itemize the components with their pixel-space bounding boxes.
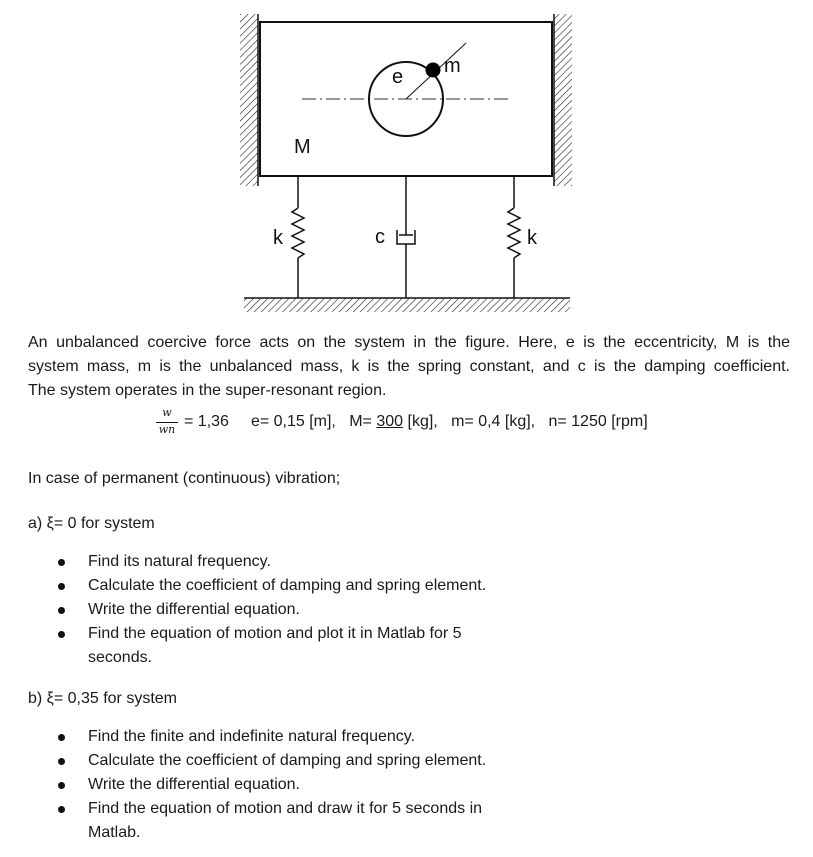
list-item: Calculate the coefficient of damping and spring element. bbox=[58, 749, 528, 773]
label-m: m bbox=[444, 55, 461, 77]
list-item: Write the differential equation. bbox=[58, 598, 528, 622]
left-wall bbox=[240, 14, 258, 186]
ratio-numerator: w bbox=[162, 406, 172, 419]
spring-right bbox=[508, 176, 520, 298]
label-M: M bbox=[294, 136, 311, 158]
label-e: e bbox=[392, 66, 404, 88]
intro-line-3: The system operates in the super-resonant region. bbox=[28, 382, 387, 399]
speed-value: n= 1250 [rpm] bbox=[548, 413, 648, 430]
system-mass-label: M= bbox=[349, 413, 377, 430]
unbalanced-mass-dot bbox=[426, 63, 441, 78]
system-mass-unit: [kg], bbox=[403, 413, 438, 430]
right-wall bbox=[554, 14, 572, 186]
ratio-value: = 1,36 bbox=[184, 413, 229, 430]
list-item: Find its natural frequency. bbox=[58, 550, 528, 574]
unbalanced-mass-value: m= 0,4 [kg], bbox=[451, 413, 536, 430]
ground bbox=[244, 298, 570, 312]
vibration-system-diagram bbox=[0, 0, 813, 320]
part-a-heading: a) ξ= 0 for system bbox=[28, 515, 155, 532]
spring-left bbox=[292, 176, 304, 298]
damper bbox=[397, 176, 415, 298]
part-b-heading: b) ξ= 0,35 for system bbox=[28, 690, 177, 707]
eccentricity-value: e= 0,15 [m], bbox=[250, 413, 336, 430]
label-c: c bbox=[375, 226, 385, 248]
list-item: Find the equation of motion and plot it in Matlab for 5 seconds. bbox=[58, 622, 528, 670]
intro-line-2: system mass, m is the unbalanced mass, k is the spring constant, and c is the damping coefficient. bbox=[28, 358, 790, 375]
label-k-left: k bbox=[273, 227, 283, 249]
ratio-denominator: wn bbox=[158, 423, 176, 436]
intro-line-1: An unbalanced coercive force acts on the system in the figure. Here, e is the eccentricity, M is the bbox=[28, 334, 790, 351]
label-k-right: k bbox=[527, 227, 537, 249]
problem-intro bbox=[28, 331, 790, 403]
system-mass-value: 300 bbox=[376, 413, 404, 430]
case-intro: In case of permanent (continuous) vibration; bbox=[28, 470, 341, 487]
part-a-list bbox=[58, 550, 528, 670]
part-b-list bbox=[58, 725, 528, 845]
list-item: Write the differential equation. bbox=[58, 773, 528, 797]
list-item: Calculate the coefficient of damping and spring element. bbox=[58, 574, 528, 598]
list-item: Find the equation of motion and draw it for 5 seconds in Matlab. bbox=[58, 797, 528, 845]
list-item: Find the finite and indefinite natural frequency. bbox=[58, 725, 528, 749]
